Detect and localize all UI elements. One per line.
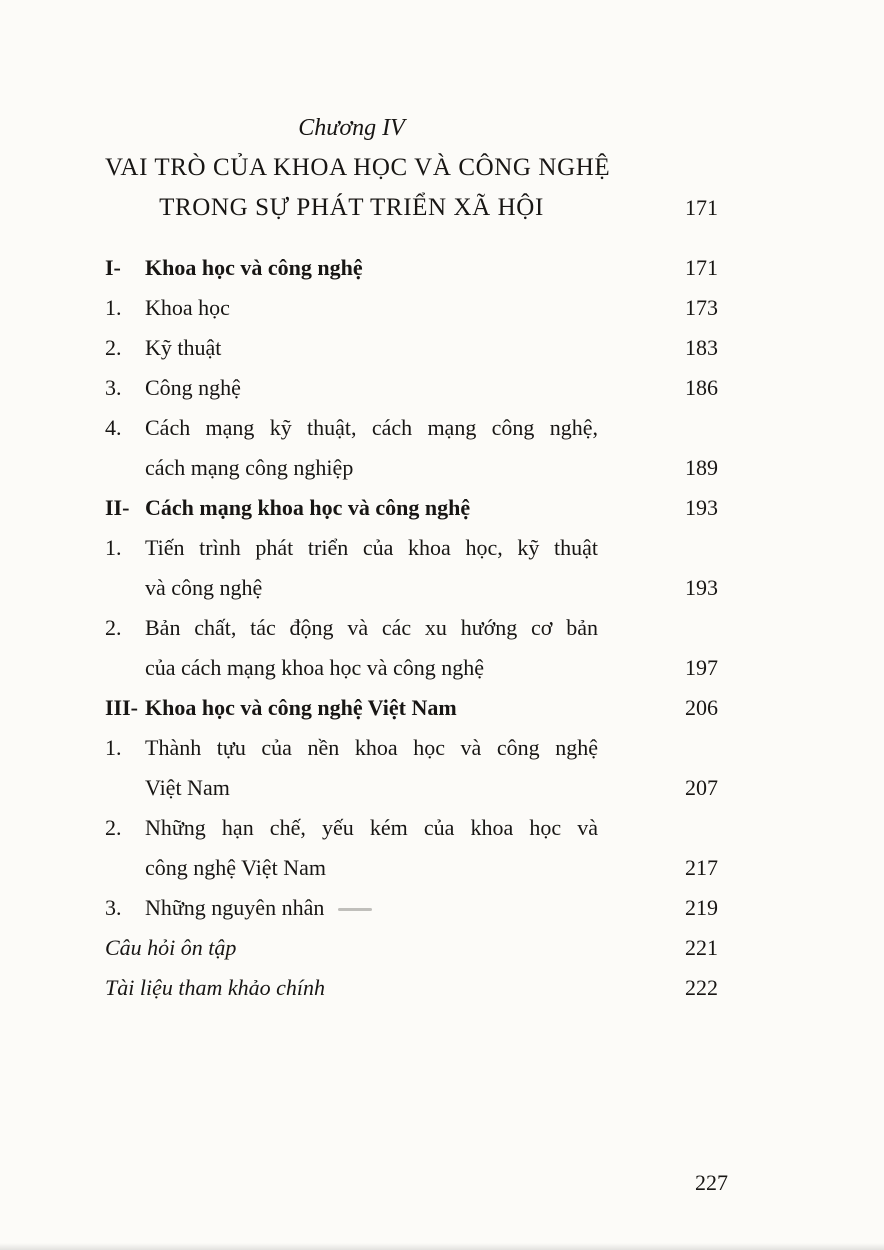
toc-entry-title-line: và công nghệ	[145, 575, 263, 600]
toc-entry-marker: 1.	[105, 535, 122, 560]
toc-entry-page-number: 171	[685, 255, 718, 280]
toc-entry	[105, 408, 718, 488]
toc-entry-marker: 1.	[105, 295, 122, 320]
toc-entry-page-number: 197	[685, 655, 718, 680]
toc-entry-title	[105, 928, 598, 968]
toc-entry-marker: III-	[105, 695, 139, 720]
toc-entry-page-number: 217	[685, 855, 718, 880]
toc-entry-page-number: 173	[685, 295, 718, 320]
toc-entry-page-number: 207	[685, 775, 718, 800]
toc-entry-marker: 2.	[105, 615, 122, 640]
chapter-title-line1: VAI TRÒ CỦA KHOA HỌC VÀ CÔNG NGHỆ	[105, 154, 611, 181]
toc-entry-page-number: 206	[685, 695, 718, 720]
toc-entry-title	[145, 808, 598, 888]
toc-entry-page-number: 219	[685, 895, 718, 920]
toc-entry-page-number: 189	[685, 455, 718, 480]
chapter-title-block	[105, 108, 611, 228]
toc-entry	[105, 328, 718, 368]
toc-entry	[105, 248, 718, 288]
footer-page-number: 227	[695, 1170, 728, 1195]
scan-artifact-dash	[338, 908, 372, 911]
chapter-title-line2: TRONG SỰ PHÁT TRIỂN XÃ HỘI	[159, 194, 544, 221]
toc-list	[105, 248, 718, 1008]
toc-entry-marker: 1.	[105, 735, 122, 760]
toc-entry-marker: 3.	[105, 375, 122, 400]
page-footer	[695, 1168, 728, 1198]
toc-entry-title	[145, 328, 598, 368]
toc-entry-title	[145, 368, 598, 408]
toc-entry-marker: 4.	[105, 415, 122, 440]
toc-entry	[105, 728, 718, 808]
toc-entry-marker: II-	[105, 495, 130, 520]
toc-entry-title-line: Khoa học	[145, 295, 230, 320]
chapter-page-number: 171	[685, 195, 718, 220]
toc-entry-title-line: Bản chất, tác động và các xu hướng cơ bản	[145, 615, 598, 640]
toc-entry-title	[145, 488, 598, 528]
toc-entry-title-line: Câu hỏi ôn tập	[105, 935, 237, 960]
toc-entry-title	[145, 688, 598, 728]
toc-entry-title-line: Việt Nam	[145, 775, 230, 800]
toc-entry-page-number: 222	[685, 975, 718, 1000]
toc-entry	[105, 688, 718, 728]
toc-entry-marker: I-	[105, 255, 121, 280]
toc-entry-marker: 2.	[105, 335, 122, 360]
toc-entry	[105, 288, 718, 328]
toc-entry-title	[145, 288, 598, 328]
toc-entry-title-line: Công nghệ	[145, 375, 241, 400]
toc-entry	[105, 488, 718, 528]
toc-entry-title-line: Khoa học và công nghệ	[145, 255, 363, 280]
toc-entry	[105, 968, 718, 1008]
toc-entry-title-line: Tiến trình phát triển của khoa học, kỹ thuật	[145, 535, 598, 560]
toc-entry-title	[145, 408, 598, 488]
toc-entry-title-line: của cách mạng khoa học và công nghệ	[145, 655, 485, 680]
toc-entry-page-number: 221	[685, 935, 718, 960]
toc-entry-title-line: cách mạng công nghiệp	[145, 455, 354, 480]
toc-entry	[105, 808, 718, 888]
toc-entry-title-line: Những nguyên nhân	[145, 888, 598, 928]
toc-entry-page-number: 193	[685, 575, 718, 600]
toc-entry-marker: 3.	[105, 895, 122, 920]
toc-entry-title-line: Kỹ thuật	[145, 335, 222, 360]
toc-entry-marker: 2.	[105, 815, 122, 840]
toc-entry-title-line: Những hạn chế, yếu kém của khoa học và	[145, 815, 598, 840]
toc-entry-page-number: 193	[685, 495, 718, 520]
toc-entry-title-line: Tài liệu tham khảo chính	[105, 975, 325, 1000]
chapter-label: Chương IV	[298, 115, 405, 141]
toc-entry	[105, 608, 718, 688]
toc-entry	[105, 928, 718, 968]
toc-entry-title	[145, 528, 598, 608]
toc-entry-title-line: Cách mạng khoa học và công nghệ	[145, 495, 471, 520]
toc-entry-title	[105, 968, 598, 1008]
toc-entry-title-line: Thành tựu của nền khoa học và công nghệ	[145, 735, 598, 760]
toc-entry-title-line: Cách mạng kỹ thuật, cách mạng công nghệ,	[145, 415, 598, 440]
toc-entry-title	[145, 728, 598, 808]
toc-entry-page-number: 186	[685, 375, 718, 400]
toc-entry-page-number: 183	[685, 335, 718, 360]
toc-entry	[105, 368, 718, 408]
chapter-header	[105, 108, 718, 228]
toc-entry	[105, 528, 718, 608]
toc-entry-title	[145, 248, 598, 288]
toc-entry-title	[145, 888, 598, 928]
toc-entry-title	[145, 608, 598, 688]
toc-entry-title-line: Khoa học và công nghệ Việt Nam	[145, 695, 457, 720]
toc-entry	[105, 888, 718, 928]
toc-entry-title-line: công nghệ Việt Nam	[145, 855, 326, 880]
